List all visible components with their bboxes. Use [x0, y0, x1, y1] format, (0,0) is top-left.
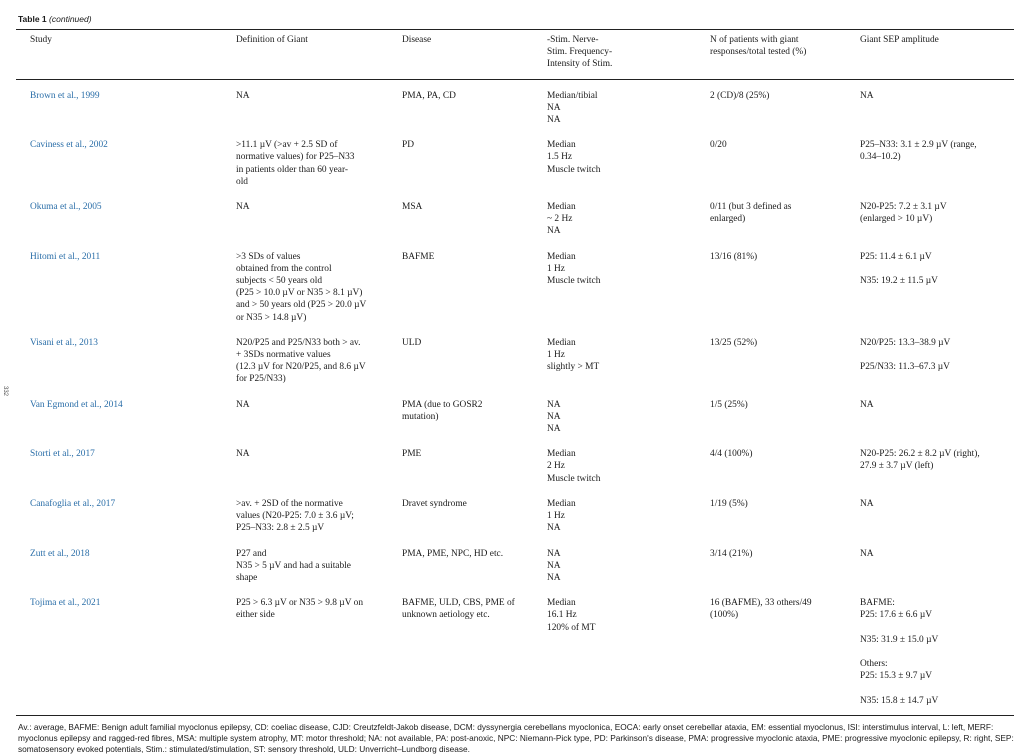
patients-cell — [696, 201, 846, 251]
study-citation-link[interactable]: Brown et al., 1999 — [30, 90, 100, 101]
cell-text-line: NA — [236, 399, 250, 410]
cell-text-line: 4/4 (100%) — [710, 449, 753, 460]
study-cell — [16, 399, 222, 449]
cell-text-line: 0.34–10.2) — [860, 152, 901, 163]
cell-text-line: 1/5 (25%) — [710, 399, 748, 410]
cell-text-line: NA — [547, 424, 561, 435]
cell-text-line — [860, 646, 1006, 658]
stimulation-cell — [533, 201, 696, 251]
disease-cell — [388, 548, 533, 598]
header-text-line: Disease — [402, 35, 432, 45]
header-amplitude — [846, 30, 1014, 79]
stimulation-cell — [533, 399, 696, 449]
cell-text-line: P25/N33: 11.3–67.3 µV — [860, 362, 950, 373]
patients-cell — [696, 498, 846, 548]
cell-text-line: Median — [547, 498, 576, 509]
study-citation-link[interactable]: Tojima et al., 2021 — [30, 598, 101, 609]
cell-text-line: PMA (due to GOSR2 — [402, 399, 483, 410]
cell-text-line: NA — [547, 572, 561, 583]
cell-text-line: + 3SDs normative values — [236, 350, 331, 361]
cell-text-line: 1 Hz — [547, 350, 565, 361]
cell-text-line — [860, 683, 1006, 695]
header-stimulation — [533, 30, 696, 79]
stimulation-cell — [533, 597, 696, 711]
cell-text-line: N35: 15.8 ± 14.7 µV — [860, 695, 939, 706]
definition-cell — [222, 399, 388, 449]
cell-text-line: shape — [236, 572, 258, 583]
stimulation-cell — [533, 548, 696, 598]
cell-text-line: NA — [547, 548, 561, 559]
study-cell — [16, 251, 222, 337]
study-citation-link[interactable]: Caviness et al., 2002 — [30, 140, 108, 151]
study-citation-link[interactable]: Hitomi et al., 2011 — [30, 251, 101, 262]
disease-cell — [388, 139, 533, 201]
cell-text-line: P25–N33: 2.8 ± 2.5 µV — [236, 523, 325, 534]
cell-text-line: P25: 15.3 ± 9.7 µV — [860, 671, 933, 682]
disease-cell — [388, 448, 533, 498]
study-citation-link[interactable]: Zutt et al., 2018 — [30, 548, 90, 559]
cell-text-line: N20/P25: 13.3–38.9 µV — [860, 337, 951, 348]
cell-text-line: Median — [547, 202, 576, 213]
cell-text-line: 27.9 ± 3.7 µV (left) — [860, 461, 934, 472]
definition-cell — [222, 251, 388, 337]
definition-cell — [222, 79, 388, 139]
amplitude-cell — [846, 79, 1014, 139]
stimulation-cell — [533, 251, 696, 337]
cell-text-line: 13/25 (52%) — [710, 337, 758, 348]
header-text-line: Study — [30, 35, 52, 45]
cell-text-line: normative values) for P25–N33 — [236, 152, 355, 163]
cell-text-line: NA — [547, 102, 561, 113]
cell-text-line: NA — [547, 523, 561, 534]
patients-cell — [696, 79, 846, 139]
cell-text-line: either side — [236, 610, 275, 621]
cell-text-line: P25–N33: 3.1 ± 2.9 µV (range, — [860, 140, 977, 151]
cell-text-line: unknown aetiology etc. — [402, 610, 490, 621]
amplitude-cell — [846, 139, 1014, 201]
cell-text-line: NA — [547, 560, 561, 571]
cell-text-line: Muscle twitch — [547, 164, 601, 175]
cell-text-line: NA — [547, 115, 561, 126]
cell-text-line: N35 > 5 µV and had a suitable — [236, 560, 351, 571]
definition-cell — [222, 597, 388, 711]
cell-text-line: 16 (BAFME), 33 others/49 — [710, 598, 812, 609]
cell-text-line: (P25 > 10.0 µV or N35 > 8.1 µV) — [236, 288, 363, 299]
cell-text-line: obtained from the control — [236, 263, 332, 274]
cell-text-line: 1 Hz — [547, 263, 565, 274]
cell-text-line: old — [236, 176, 248, 187]
cell-text-line: NA — [860, 548, 874, 559]
cell-text-line: Median — [547, 140, 576, 151]
header-patients — [696, 30, 846, 79]
cell-text-line: Median — [547, 337, 576, 348]
stimulation-cell — [533, 79, 696, 139]
header-disease — [388, 30, 533, 79]
cell-text-line: and > 50 years old (P25 > 20.0 µV — [236, 300, 367, 311]
cell-text-line: N35: 31.9 ± 15.0 µV — [860, 634, 939, 645]
study-citation-link[interactable]: Visani et al., 2013 — [30, 337, 98, 348]
table-row — [16, 337, 1014, 399]
cell-text-line: PME — [402, 449, 422, 460]
definition-cell — [222, 337, 388, 399]
cell-text-line: Median — [547, 598, 576, 609]
table-header — [16, 30, 1014, 79]
disease-cell — [388, 251, 533, 337]
header-text-line: Definition of Giant — [236, 35, 308, 45]
stimulation-cell — [533, 139, 696, 201]
cell-text-line: Muscle twitch — [547, 276, 601, 287]
cell-text-line: >11.1 µV (>av + 2.5 SD of — [236, 140, 338, 151]
table-row — [16, 201, 1014, 251]
disease-cell — [388, 597, 533, 711]
cell-text-line: NA — [236, 202, 250, 213]
disease-cell — [388, 79, 533, 139]
cell-text-line: >av. + 2SD of the normative — [236, 498, 343, 509]
header-study — [16, 30, 222, 79]
cell-text-line: P27 and — [236, 548, 267, 559]
table-body — [16, 79, 1014, 711]
patients-cell — [696, 337, 846, 399]
cell-text-line: N35: 19.2 ± 11.5 µV — [860, 276, 938, 287]
study-cell — [16, 201, 222, 251]
cell-text-line: N20-P25: 7.2 ± 3.1 µV — [860, 202, 947, 213]
cell-text-line: 13/16 (81%) — [710, 251, 758, 262]
cell-text-line: 2 Hz — [547, 461, 565, 472]
cell-text-line: BAFME, ULD, CBS, PME of — [402, 598, 515, 609]
table-label: Table 1 — [18, 14, 47, 24]
definition-cell — [222, 548, 388, 598]
header-text-line: -Stim. Nerve- — [547, 35, 599, 45]
cell-text-line: BAFME — [402, 251, 435, 262]
cell-text-line: NA — [236, 449, 250, 460]
cell-text-line: NA — [860, 498, 874, 509]
cell-text-line: Median — [547, 251, 576, 262]
table-row — [16, 79, 1014, 139]
cell-text-line: in patients older than 60 year- — [236, 164, 349, 175]
cell-text-line: Median — [547, 449, 576, 460]
disease-cell — [388, 337, 533, 399]
cell-text-line: or N35 > 14.8 µV) — [236, 312, 307, 323]
amplitude-cell — [846, 337, 1014, 399]
definition-cell — [222, 201, 388, 251]
patients-cell — [696, 251, 846, 337]
amplitude-cell — [846, 498, 1014, 548]
table-continued-note: (continued) — [49, 14, 92, 24]
header-definition — [222, 30, 388, 79]
study-citation-link[interactable]: Okuma et al., 2005 — [30, 202, 102, 213]
cell-text-line — [860, 349, 1006, 361]
definition-cell — [222, 498, 388, 548]
cell-text-line: mutation) — [402, 411, 439, 422]
cell-text-line: N20-P25: 26.2 ± 8.2 µV (right), — [860, 449, 980, 460]
cell-text-line: NA — [860, 90, 874, 101]
cell-text-line: NA — [547, 411, 561, 422]
disease-cell — [388, 201, 533, 251]
definition-cell — [222, 139, 388, 201]
cell-text-line: enlarged) — [710, 214, 746, 225]
cell-text-line: Dravet syndrome — [402, 498, 467, 509]
cell-text-line: P25: 17.6 ± 6.6 µV — [860, 610, 933, 621]
patients-cell — [696, 548, 846, 598]
cell-text-line: (12.3 µV for N20/P25, and 8.6 µV — [236, 362, 366, 373]
disease-cell — [388, 399, 533, 449]
page-margin-mark: 332 — [2, 386, 8, 397]
table-container — [16, 14, 1014, 755]
table-title — [18, 14, 1014, 24]
cell-text-line — [860, 622, 1006, 634]
table-row — [16, 498, 1014, 548]
table-row — [16, 448, 1014, 498]
cell-text-line: NA — [236, 90, 250, 101]
study-cell — [16, 548, 222, 598]
amplitude-cell — [846, 399, 1014, 449]
cell-text-line: ~ 2 Hz — [547, 214, 573, 225]
study-cell — [16, 79, 222, 139]
disease-cell — [388, 498, 533, 548]
cell-text-line: values (N20-P25: 7.0 ± 3.6 µV; — [236, 511, 354, 522]
cell-text-line: (100%) — [710, 610, 739, 621]
header-text-line: Stim. Frequency- — [547, 47, 613, 58]
cell-text-line: MSA — [402, 202, 423, 213]
header-text-line: responses/total tested (%) — [710, 47, 807, 58]
cell-text-line: PMA, PME, NPC, HD etc. — [402, 548, 504, 559]
header-text-line: N of patients with giant — [710, 35, 799, 45]
cell-text-line: (enlarged > 10 µV) — [860, 214, 933, 225]
stimulation-cell — [533, 337, 696, 399]
study-cell — [16, 139, 222, 201]
patients-cell — [696, 448, 846, 498]
table-row — [16, 399, 1014, 449]
amplitude-cell — [846, 251, 1014, 337]
cell-text-line: 1.5 Hz — [547, 152, 572, 163]
cell-text-line: N20/P25 and P25/N33 both > av. — [236, 337, 361, 348]
cell-text-line: >3 SDs of values — [236, 251, 301, 262]
study-citation-link[interactable]: Van Egmond et al., 2014 — [30, 399, 123, 410]
amplitude-cell — [846, 448, 1014, 498]
header-text-line: Giant SEP amplitude — [860, 35, 939, 45]
study-citation-link[interactable]: Storti et al., 2017 — [30, 449, 95, 460]
cell-text-line — [860, 263, 1006, 275]
bottom-rule — [16, 715, 1014, 716]
cell-text-line: Others: — [860, 659, 888, 670]
table-row — [16, 548, 1014, 598]
cell-text-line: 120% of MT — [547, 622, 596, 633]
cell-text-line: ULD — [402, 337, 422, 348]
cell-text-line: 1/19 (5%) — [710, 498, 748, 509]
study-citation-link[interactable]: Canafoglia et al., 2017 — [30, 498, 116, 509]
cell-text-line: BAFME: — [860, 598, 895, 609]
cell-text-line: PD — [402, 140, 414, 151]
study-cell — [16, 498, 222, 548]
cell-text-line: NA — [547, 399, 561, 410]
cell-text-line: 1 Hz — [547, 511, 565, 522]
table-row — [16, 139, 1014, 201]
amplitude-cell — [846, 201, 1014, 251]
patients-cell — [696, 139, 846, 201]
table-row — [16, 251, 1014, 337]
cell-text-line: 0/11 (but 3 defined as — [710, 202, 792, 213]
study-cell — [16, 597, 222, 711]
study-cell — [16, 337, 222, 399]
amplitude-cell — [846, 548, 1014, 598]
table-row — [16, 597, 1014, 711]
stimulation-cell — [533, 498, 696, 548]
header-text-line: Intensity of Stim. — [547, 59, 613, 70]
cell-text-line: P25: 11.4 ± 6.1 µV — [860, 251, 932, 262]
patients-cell — [696, 597, 846, 711]
cell-text-line: NA — [860, 399, 874, 410]
cell-text-line: NA — [547, 226, 561, 237]
stimulation-cell — [533, 448, 696, 498]
cell-text-line: P25 > 6.3 µV or N35 > 9.8 µV on — [236, 598, 364, 609]
cell-text-line: for P25/N33) — [236, 374, 286, 385]
header-row — [16, 30, 1014, 79]
cell-text-line: Muscle twitch — [547, 473, 601, 484]
cell-text-line: Median/tibial — [547, 90, 598, 101]
cell-text-line: subjects < 50 years old — [236, 276, 323, 287]
cell-text-line: 0/20 — [710, 140, 727, 151]
cell-text-line: 3/14 (21%) — [710, 548, 753, 559]
cell-text-line: PMA, PA, CD — [402, 90, 456, 101]
studies-table — [16, 30, 1014, 711]
patients-cell — [696, 399, 846, 449]
cell-text-line: slightly > MT — [547, 362, 600, 373]
cell-text-line: 2 (CD)/8 (25%) — [710, 90, 770, 101]
cell-text-line: 16.1 Hz — [547, 610, 577, 621]
table-footnote: Av.: average, BAFME: Benign adult familial myoclonus epilepsy, CD: coeliac disease, CJD: Creutzfeldt-Jakob disease, DCM: dyssynergia cerebellans myoclonica, EOCA: early onset cerebellar ataxia, EM: essential myoclonus, ISI: interstimulus interval, L: left, MERF: myoclonus epilepsy and ragged-red fibres, MSA: multiple system atrophy, MT: motor threshold; NA: not available, PA: post-anoxic, NPC: Niemann-Pick type, PD: Parkinson's disease, PMA: progressive myoclonic ataxia, PME: progressive myoclonic epilepsy, R: right, SEP: somatosensory evoked potentials, Stim.: stimulated/stimulation, ST: sensory threshold, ULD: Unverricht–Lundborg disease. — [18, 721, 1014, 754]
amplitude-cell — [846, 597, 1014, 711]
definition-cell — [222, 448, 388, 498]
study-cell — [16, 448, 222, 498]
